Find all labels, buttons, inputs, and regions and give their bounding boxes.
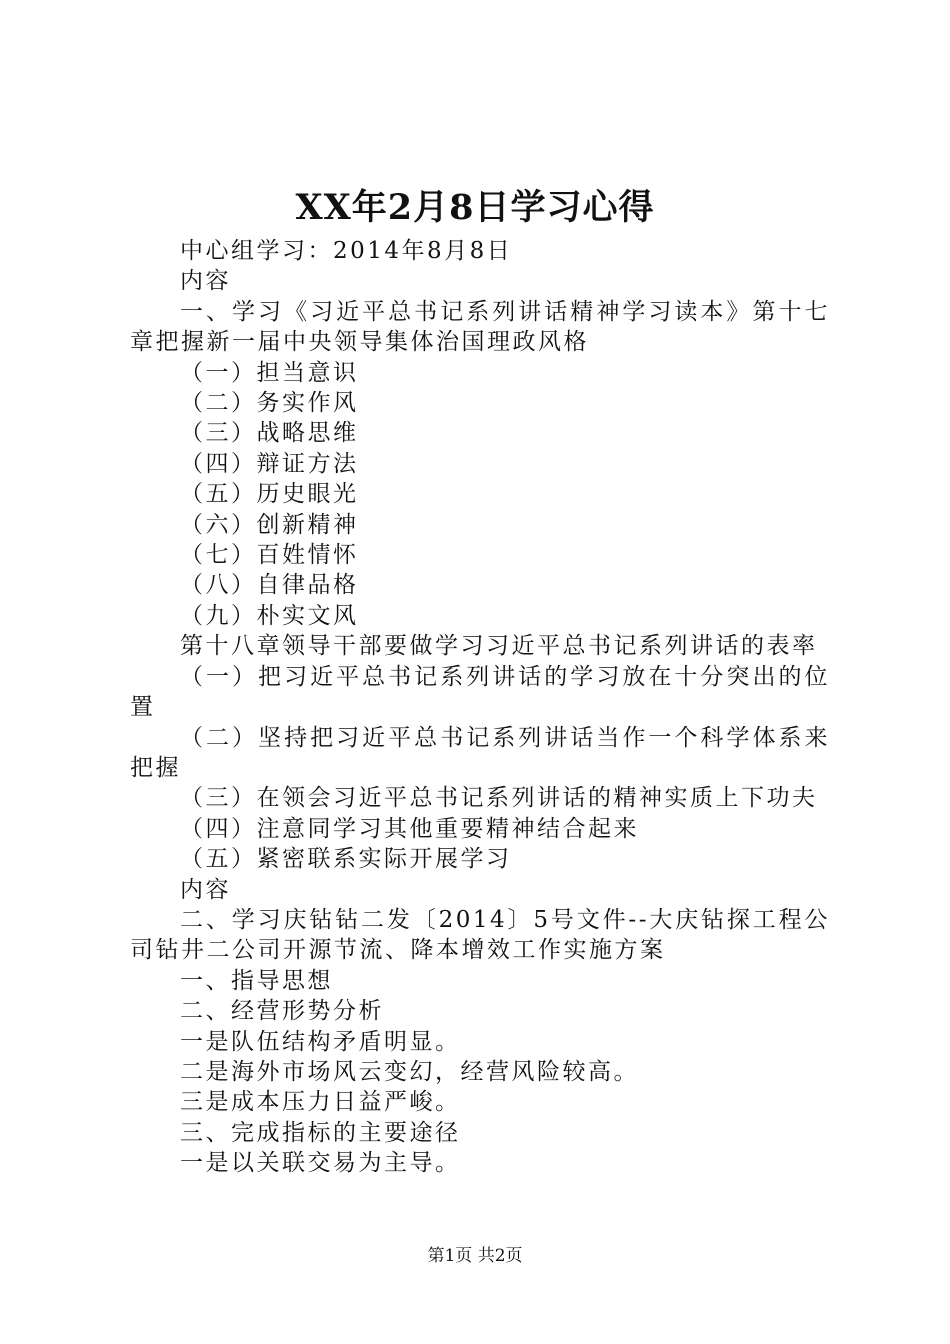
- list-item: （五）历史眼光: [180, 481, 359, 508]
- list-item: 一是队伍结构矛盾明显。: [180, 1028, 461, 1055]
- list-item: （四）注意同学习其他重要精神结合起来: [180, 815, 639, 842]
- list-item: 二、经营形势分析: [180, 998, 384, 1025]
- list-item: （五）紧密联系实际开展学习: [180, 846, 512, 873]
- paragraph-heading-content: 内容: [180, 876, 231, 903]
- paragraph-heading-content: 内容: [180, 268, 231, 295]
- list-item: （三）在领会习近平总书记系列讲话的精神实质上下功夫: [180, 785, 818, 812]
- list-item: （四）辩证方法: [180, 450, 359, 477]
- list-item: （二）坚持把习近平总书记系列讲话当作一个科学体系来把握: [130, 724, 830, 781]
- paragraph-date: 中心组学习：2014年8月8日: [180, 238, 513, 264]
- list-item: （三）战略思维: [180, 420, 359, 447]
- list-item: （一）担当意识: [180, 359, 359, 386]
- list-item: 三是成本压力日益严峻。: [180, 1089, 461, 1116]
- list-item: 二是海外市场风云变幻，经营风险较高。: [180, 1058, 639, 1085]
- list-item: （八）自律品格: [180, 572, 359, 599]
- document-body: [130, 236, 830, 1179]
- list-item: （七）百姓情怀: [180, 542, 359, 569]
- paragraph-study-item-2: 二、学习庆钻钻二发〔2014〕5号文件--大庆钻探工程公司钻井二公司开源节流、降本增效工作实施方案: [130, 906, 830, 964]
- list-item: 三、完成指标的主要途径: [180, 1119, 461, 1146]
- list-item: （九）朴实文风: [180, 602, 359, 629]
- list-item: （二）务实作风: [180, 390, 359, 417]
- list-item: （一）把习近平总书记系列讲话的学习放在十分突出的位置: [130, 663, 830, 721]
- list-item: （六）创新精神: [180, 511, 359, 538]
- list-item: 一、指导思想: [180, 967, 333, 994]
- paragraph-chapter-18: 第十八章领导干部要做学习习近平总书记系列讲话的表率: [180, 633, 818, 660]
- paragraph-study-item-1: 一、学习《习近平总书记系列讲话精神学习读本》第十七章把握新一届中央领导集体治国理政风格: [130, 298, 830, 356]
- document-title: XX年2月8日学习心得: [295, 187, 655, 228]
- list-item: 一是以关联交易为主导。: [180, 1150, 461, 1177]
- page-footer: 第1页 共2页: [427, 1246, 523, 1266]
